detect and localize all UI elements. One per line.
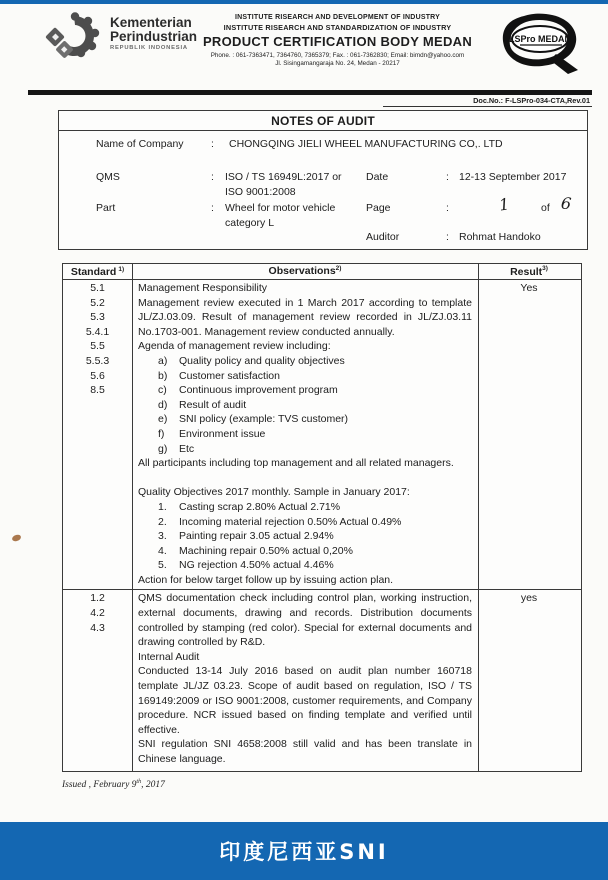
list-marker: 3. bbox=[158, 530, 167, 543]
colon: : bbox=[446, 171, 449, 183]
standard-code: 5.5.3 bbox=[85, 354, 110, 367]
company-label: Name of Company bbox=[96, 138, 184, 150]
org-line3: PRODUCT CERTIFICATION BODY MEDAN bbox=[202, 34, 473, 49]
colon: : bbox=[211, 171, 214, 183]
list-item-text: Quality policy and quality objectives bbox=[179, 354, 345, 367]
spacer bbox=[138, 471, 472, 486]
list-marker: a) bbox=[158, 354, 168, 367]
auditor-value: Rohmat Handoko bbox=[459, 231, 541, 243]
list-marker: e) bbox=[158, 413, 168, 426]
list-item-text: Etc bbox=[179, 442, 195, 455]
paper-smudge bbox=[11, 534, 21, 542]
colon: : bbox=[211, 202, 214, 214]
standard-code: 5.1 bbox=[90, 282, 105, 294]
audit-table bbox=[62, 263, 582, 772]
standard-cell bbox=[63, 590, 133, 771]
list-item-text: Painting repair 3.05 actual 2.94% bbox=[179, 530, 334, 543]
observation-text: Agenda of management review including: bbox=[138, 340, 331, 353]
observation-text: Conducted 13-14 July 2016 based on audit plan number 160718 template JL/JZ 03.23. Scope of audit based on regulation, ISO / TS 169149:2009 or ISO 9001:2008, customer requirements, and Company procedure. NCR issued based on finding template and verified until effective. bbox=[138, 665, 472, 736]
header-result: Result 3) bbox=[510, 265, 548, 278]
lspro-medan-q-logo bbox=[494, 8, 590, 76]
list-item bbox=[138, 442, 472, 457]
standard-code: 8.5 bbox=[90, 384, 105, 397]
list-item-text: Machining repair 0.50% actual 0,20% bbox=[179, 544, 353, 557]
standard-code: 5.3 bbox=[90, 311, 105, 324]
observation-text: QMS documentation check including control plan, working instruction, external documents, drawing and records. Distribution documents controlled by stamping (red color). Special for external documents and drawing controlled by R&D. bbox=[138, 592, 472, 649]
issued-line bbox=[62, 779, 165, 790]
letterhead-center bbox=[150, 14, 525, 67]
bottom-banner bbox=[0, 822, 608, 880]
standard-code: 4.3 bbox=[90, 621, 105, 634]
header-observations: Observations 2) bbox=[133, 264, 479, 279]
result-cell bbox=[479, 280, 579, 589]
standard-code: 5.6 bbox=[90, 369, 105, 382]
standard-cell bbox=[63, 280, 133, 589]
auditor-label: Auditor bbox=[366, 231, 400, 243]
standard-code: 5.5 bbox=[90, 340, 105, 353]
colon: : bbox=[211, 138, 214, 150]
list-item-text: Continuous improvement program bbox=[179, 384, 338, 397]
list-marker: 4. bbox=[158, 544, 167, 557]
contact-line: Phone. : 061-7363471, 7364760, 7365379; Fax. : 061-7362830; Email: bimdn@yahoo.com bbox=[210, 52, 465, 59]
issued-prefix: Issued , February 9 bbox=[62, 780, 137, 791]
standard-code: 5.2 bbox=[90, 296, 105, 309]
list-marker: 2. bbox=[158, 515, 167, 528]
list-item-text: Casting scrap 2.80% Actual 2.71% bbox=[179, 500, 341, 513]
page-current-handwritten: 1 bbox=[497, 194, 511, 215]
date-value: 12-13 September 2017 bbox=[459, 171, 567, 183]
list-marker: 5. bbox=[158, 559, 167, 572]
list-item-text: NG rejection 4.50% actual 4.46% bbox=[179, 559, 334, 572]
result-value: Yes bbox=[520, 282, 538, 294]
issued-sup: th bbox=[136, 779, 142, 785]
observation-text: Management Responsibility bbox=[138, 282, 267, 294]
bottom-banner-label: 印度尼西亚SNI bbox=[219, 840, 389, 864]
table-row bbox=[63, 279, 581, 589]
table-row bbox=[63, 589, 581, 771]
standard-code: 4.2 bbox=[90, 607, 105, 620]
list-marker: d) bbox=[158, 398, 168, 411]
result-cell bbox=[479, 590, 579, 771]
ministry-line1: Kementerian bbox=[110, 15, 192, 30]
list-item bbox=[138, 398, 472, 413]
observation-text: Action for below target follow up by issuing action plan. bbox=[138, 573, 394, 586]
list-item-text: Result of audit bbox=[179, 398, 247, 411]
observations-cell bbox=[133, 590, 479, 771]
standard-code: 1.2 bbox=[90, 592, 105, 605]
qms-label: QMS bbox=[96, 171, 120, 183]
header-divider bbox=[28, 90, 592, 93]
doc-number: Doc.No.: F-LSPro-034-CTA,Rev.01 bbox=[383, 96, 592, 107]
header-standard: Standard 1) bbox=[63, 264, 133, 279]
notes-of-audit-box bbox=[58, 110, 588, 250]
list-item-text: Customer satisfaction bbox=[179, 369, 280, 382]
top-accent-bar bbox=[0, 0, 608, 4]
page-title: NOTES OF AUDIT bbox=[59, 111, 587, 131]
kemenperin-gear-logo bbox=[44, 12, 108, 64]
address-line: Jl. Sisingamangaraja No. 24, Medan - 20217 bbox=[275, 60, 400, 67]
colon: : bbox=[446, 231, 449, 243]
org-line1: INSTITUTE RISEARCH AND DEVELOPMENT OF INDUSTRY bbox=[234, 14, 441, 21]
list-item bbox=[138, 544, 472, 559]
observation-text: Quality Objectives 2017 monthly. Sample in January 2017: bbox=[138, 486, 410, 499]
svg-text:LSPro MEDAN: LSPro MEDAN bbox=[508, 34, 572, 44]
qms-value-line2: ISO 9001:2008 bbox=[225, 186, 296, 198]
list-item-text: Environment issue bbox=[179, 427, 266, 440]
list-marker: 1. bbox=[158, 500, 167, 513]
list-marker: c) bbox=[158, 384, 167, 397]
list-item bbox=[138, 515, 472, 530]
observations-cell bbox=[133, 280, 479, 589]
ministry-line2: Perindustrian bbox=[110, 28, 198, 44]
standard-code: 5.4.1 bbox=[85, 325, 110, 338]
list-item bbox=[138, 354, 472, 369]
list-marker: g) bbox=[158, 442, 168, 455]
page-of-word: of bbox=[541, 202, 550, 214]
list-item-text: Incoming material rejection 0.50% Actual 0.49% bbox=[179, 515, 402, 528]
list-item bbox=[138, 412, 472, 427]
qms-value-line1: ISO / TS 16949L:2017 or bbox=[225, 171, 342, 183]
audit-table-header bbox=[63, 264, 581, 279]
list-item-text: SNI policy (example: TVS customer) bbox=[179, 413, 349, 426]
list-item bbox=[138, 558, 472, 573]
org-line2: INSTITUTE RISEARCH AND STANDARDIZATION OF INDUSTRY bbox=[223, 23, 452, 32]
list-marker: f) bbox=[158, 427, 165, 440]
result-value: yes bbox=[520, 592, 538, 605]
list-item bbox=[138, 529, 472, 544]
ministry-line3: REPUBLIK INDONESIA bbox=[110, 44, 188, 51]
part-value-line2: category L bbox=[225, 217, 275, 229]
list-item bbox=[138, 369, 472, 384]
observation-text: SNI regulation SNI 4658:2008 still valid and has been translate in Chinese language. bbox=[138, 738, 472, 765]
part-value-line1: Wheel for motor vehicle bbox=[225, 202, 336, 214]
list-item bbox=[138, 427, 472, 442]
colon: : bbox=[446, 202, 449, 214]
part-label: Part bbox=[96, 202, 116, 214]
page-total-handwritten: 6 bbox=[560, 193, 573, 214]
observation-text: Management review executed in 1 March 2017 according to template JL/ZJ.03.09. Result of management review recorded in JL/ZJ.03.11 No.1703-001. Management review conducted annually. bbox=[138, 296, 472, 338]
list-item bbox=[138, 383, 472, 398]
observation-text: All participants including top management and all related managers. bbox=[138, 457, 454, 470]
audit-table-body bbox=[63, 279, 581, 771]
list-item bbox=[138, 500, 472, 515]
date-label: Date bbox=[366, 171, 389, 183]
issued-suffix: , 2017 bbox=[141, 780, 165, 791]
observation-text: Internal Audit bbox=[138, 650, 200, 663]
list-marker: b) bbox=[158, 369, 168, 382]
page-label: Page bbox=[366, 202, 391, 214]
company-value: CHONGQING JIELI WHEEL MANUFACTURING CO,. LTD bbox=[229, 138, 503, 150]
